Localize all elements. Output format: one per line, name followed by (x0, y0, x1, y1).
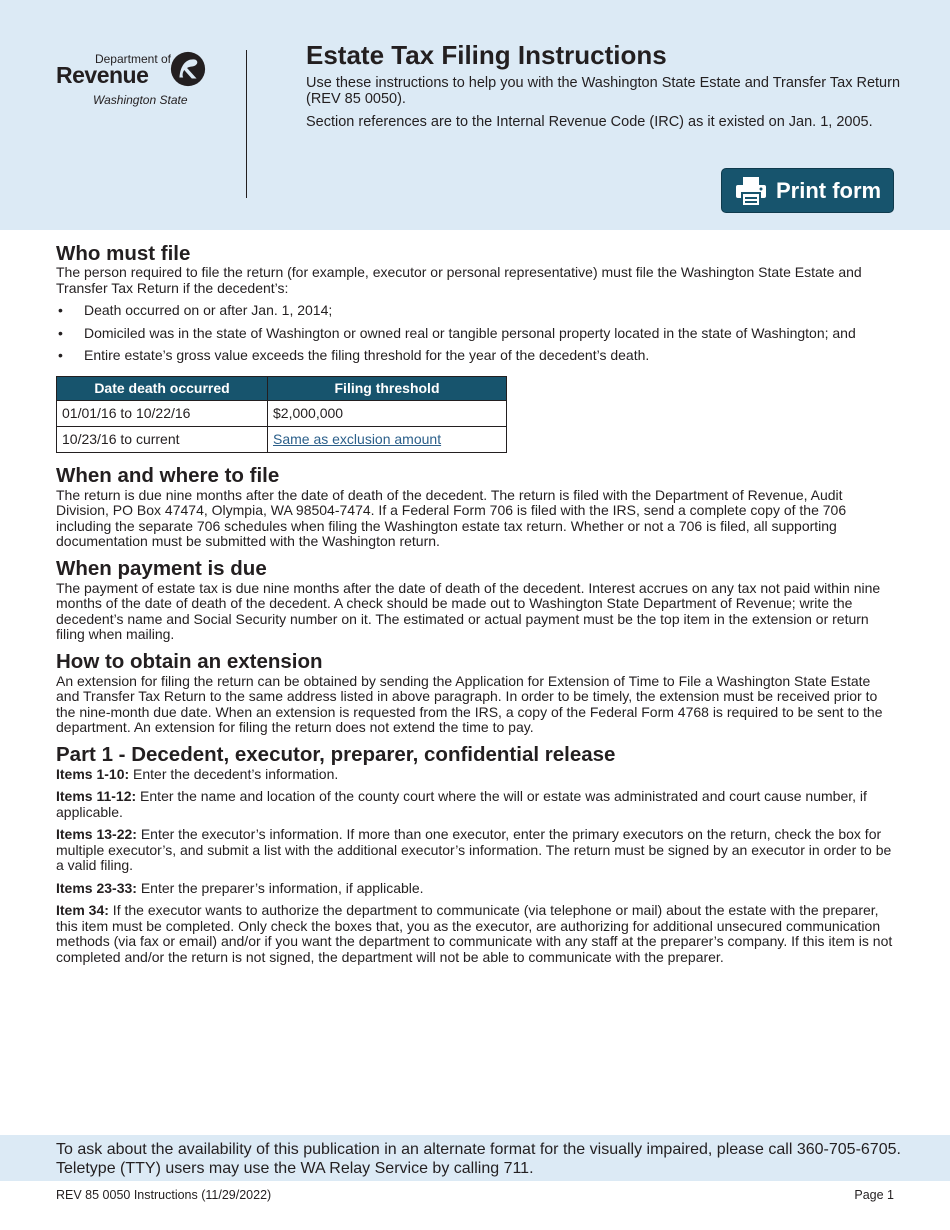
dor-logo (55, 50, 215, 112)
extension-section (56, 651, 896, 736)
item-label: Items 23-33: (56, 879, 137, 896)
logo-state-text: Washington State (93, 93, 188, 107)
item-text: If the executor wants to authorize the department to communicate (via telephone or mail) about the estate with the preparer, this item must be completed. Only check the boxes that, you as the executor, are authorizing for additional unsecured communication methods (via fax or email) and/or if you want the department to communicate with any staff at the preparer’s company. If this item is not completed and/or the return is not signed, the department will not be able to communicate with the preparer. (56, 902, 893, 965)
extension-body: An extension for filing the return can be obtained by sending the Application for Extension of Time to File a Washington State Estate and Transfer Tax Return to the same address listed in above paragraph. In order to be timely, the extension must be received prior to the nine-month due date. When an extension is requested from the IRS, a copy of the Federal Form 4768 is required to be sent to the department. An extension for filing the return does not extend the time to pay. (56, 672, 883, 735)
table-row (57, 426, 507, 452)
criteria-list (56, 303, 896, 364)
table-cell: $2,000,000 (268, 400, 507, 426)
payment-body: The payment of estate tax is due nine months after the date of death of the decedent. Interest accrues on any tax not paid within nine months of the date of death of the decedent. A check should be made out to Washington State Department of Revenue; write the decedent’s name and Social Security number on it. The estimated or actual payment must be the top item in the extension or return filing when mailing. (56, 579, 881, 642)
page-title: Estate Tax Filing Instructions (306, 40, 667, 70)
item-instruction (56, 767, 896, 783)
extension-heading: How to obtain an extension (56, 649, 323, 673)
item-text: Enter the name and location of the county court where the will or estate was administrated and court cause number, if applicable. (56, 788, 867, 820)
revenue-logo-icon (169, 50, 207, 88)
item-label: Item 34: (56, 902, 109, 918)
document-id: REV 85 0050 Instructions (11/29/2022) (56, 1188, 272, 1202)
accessibility-notice: To ask about the availability of this publication in an alternate format for the visually impaired, please call 360-705-6705. Teletype (TTY) users may use the WA Relay Service by calling 711. (56, 1141, 901, 1177)
when-where-body: The return is due nine months after the date of death of the decedent. The return is filed with the Department of Revenue, Audit Division, PO Box 47474, Olympia, WA 98504-7474. If a Federal Form 706 is filed with the IRS, send a complete copy of the 706 including the separate 706 schedules when filing the Washington estate tax return. Whether or not a 706 is filed, all supporting documentation must be submitted with the Washington return. (56, 486, 847, 549)
list-item: • Entire estate’s gross value exceeds the filing threshold for the year of the decedent’s death. (56, 348, 896, 364)
item-text: Enter the executor’s information. If more than one executor, enter the primary executors on the return, check the box for multiple executor’s, and submit a list with the additional executor’s information. The return must be signed by an executor in order to be a valid filing. (56, 826, 892, 873)
intro-text: Use these instructions to help you with the Washington State Estate and Transfer Tax Return (REV 85 0050). (306, 75, 901, 107)
logo-dept-text: Department of (94, 52, 171, 66)
print-form-button[interactable] (721, 168, 894, 213)
table-row (57, 400, 507, 426)
who-must-file-section (56, 243, 896, 453)
list-item: • Domiciled was in the state of Washington or owned real or tangible personal property located in the state of Washington; and (56, 326, 896, 342)
item-text: Enter the decedent’s information. (129, 765, 339, 782)
when-where-heading: When and where to file (56, 463, 280, 487)
logo-revenue-text: Revenue (56, 62, 149, 88)
table-cell: 01/01/16 to 10/22/16 (57, 400, 268, 426)
item-text: Enter the preparer’s information, if applicable. (136, 879, 424, 896)
printer-icon (734, 174, 768, 208)
item-label: Items 11-12: (56, 788, 137, 804)
item-instruction (56, 789, 896, 820)
table-cell (268, 426, 507, 452)
page-number: Page 1 (854, 1188, 894, 1202)
payment-section (56, 558, 896, 643)
column-header-threshold: Filing threshold (268, 376, 507, 400)
who-must-file-heading: Who must file (56, 242, 191, 265)
when-where-section (56, 465, 896, 550)
header-divider (246, 50, 247, 198)
item-label: Items 13-22: (56, 826, 137, 842)
item-instruction (56, 881, 896, 897)
item-label: Items 1-10: (56, 765, 130, 782)
column-header-date: Date death occurred (57, 376, 268, 400)
who-must-file-body: The person required to file the return (for example, executor or personal representative) must file the Washington State Estate and Transfer Tax Return if the decedent’s: (56, 264, 862, 296)
part1-heading: Part 1 - Decedent, executor, preparer, confidential release (56, 742, 616, 766)
header-band (0, 0, 950, 230)
section-reference-text: Section references are to the Internal Revenue Code (IRC) as it existed on Jan. 1, 2005. (306, 114, 873, 130)
main-content (56, 243, 896, 972)
payment-heading: When payment is due (56, 556, 267, 580)
filing-threshold-table (56, 376, 507, 453)
table-header-row (57, 376, 507, 400)
item-instruction (56, 903, 896, 965)
print-form-label: Print form (776, 177, 882, 203)
table-cell: 10/23/16 to current (57, 426, 268, 452)
item-instruction (56, 827, 896, 874)
exclusion-amount-link[interactable]: Same as exclusion amount (273, 431, 442, 447)
list-item: • Death occurred on or after Jan. 1, 2014; (56, 303, 896, 319)
part1-section (56, 744, 896, 966)
